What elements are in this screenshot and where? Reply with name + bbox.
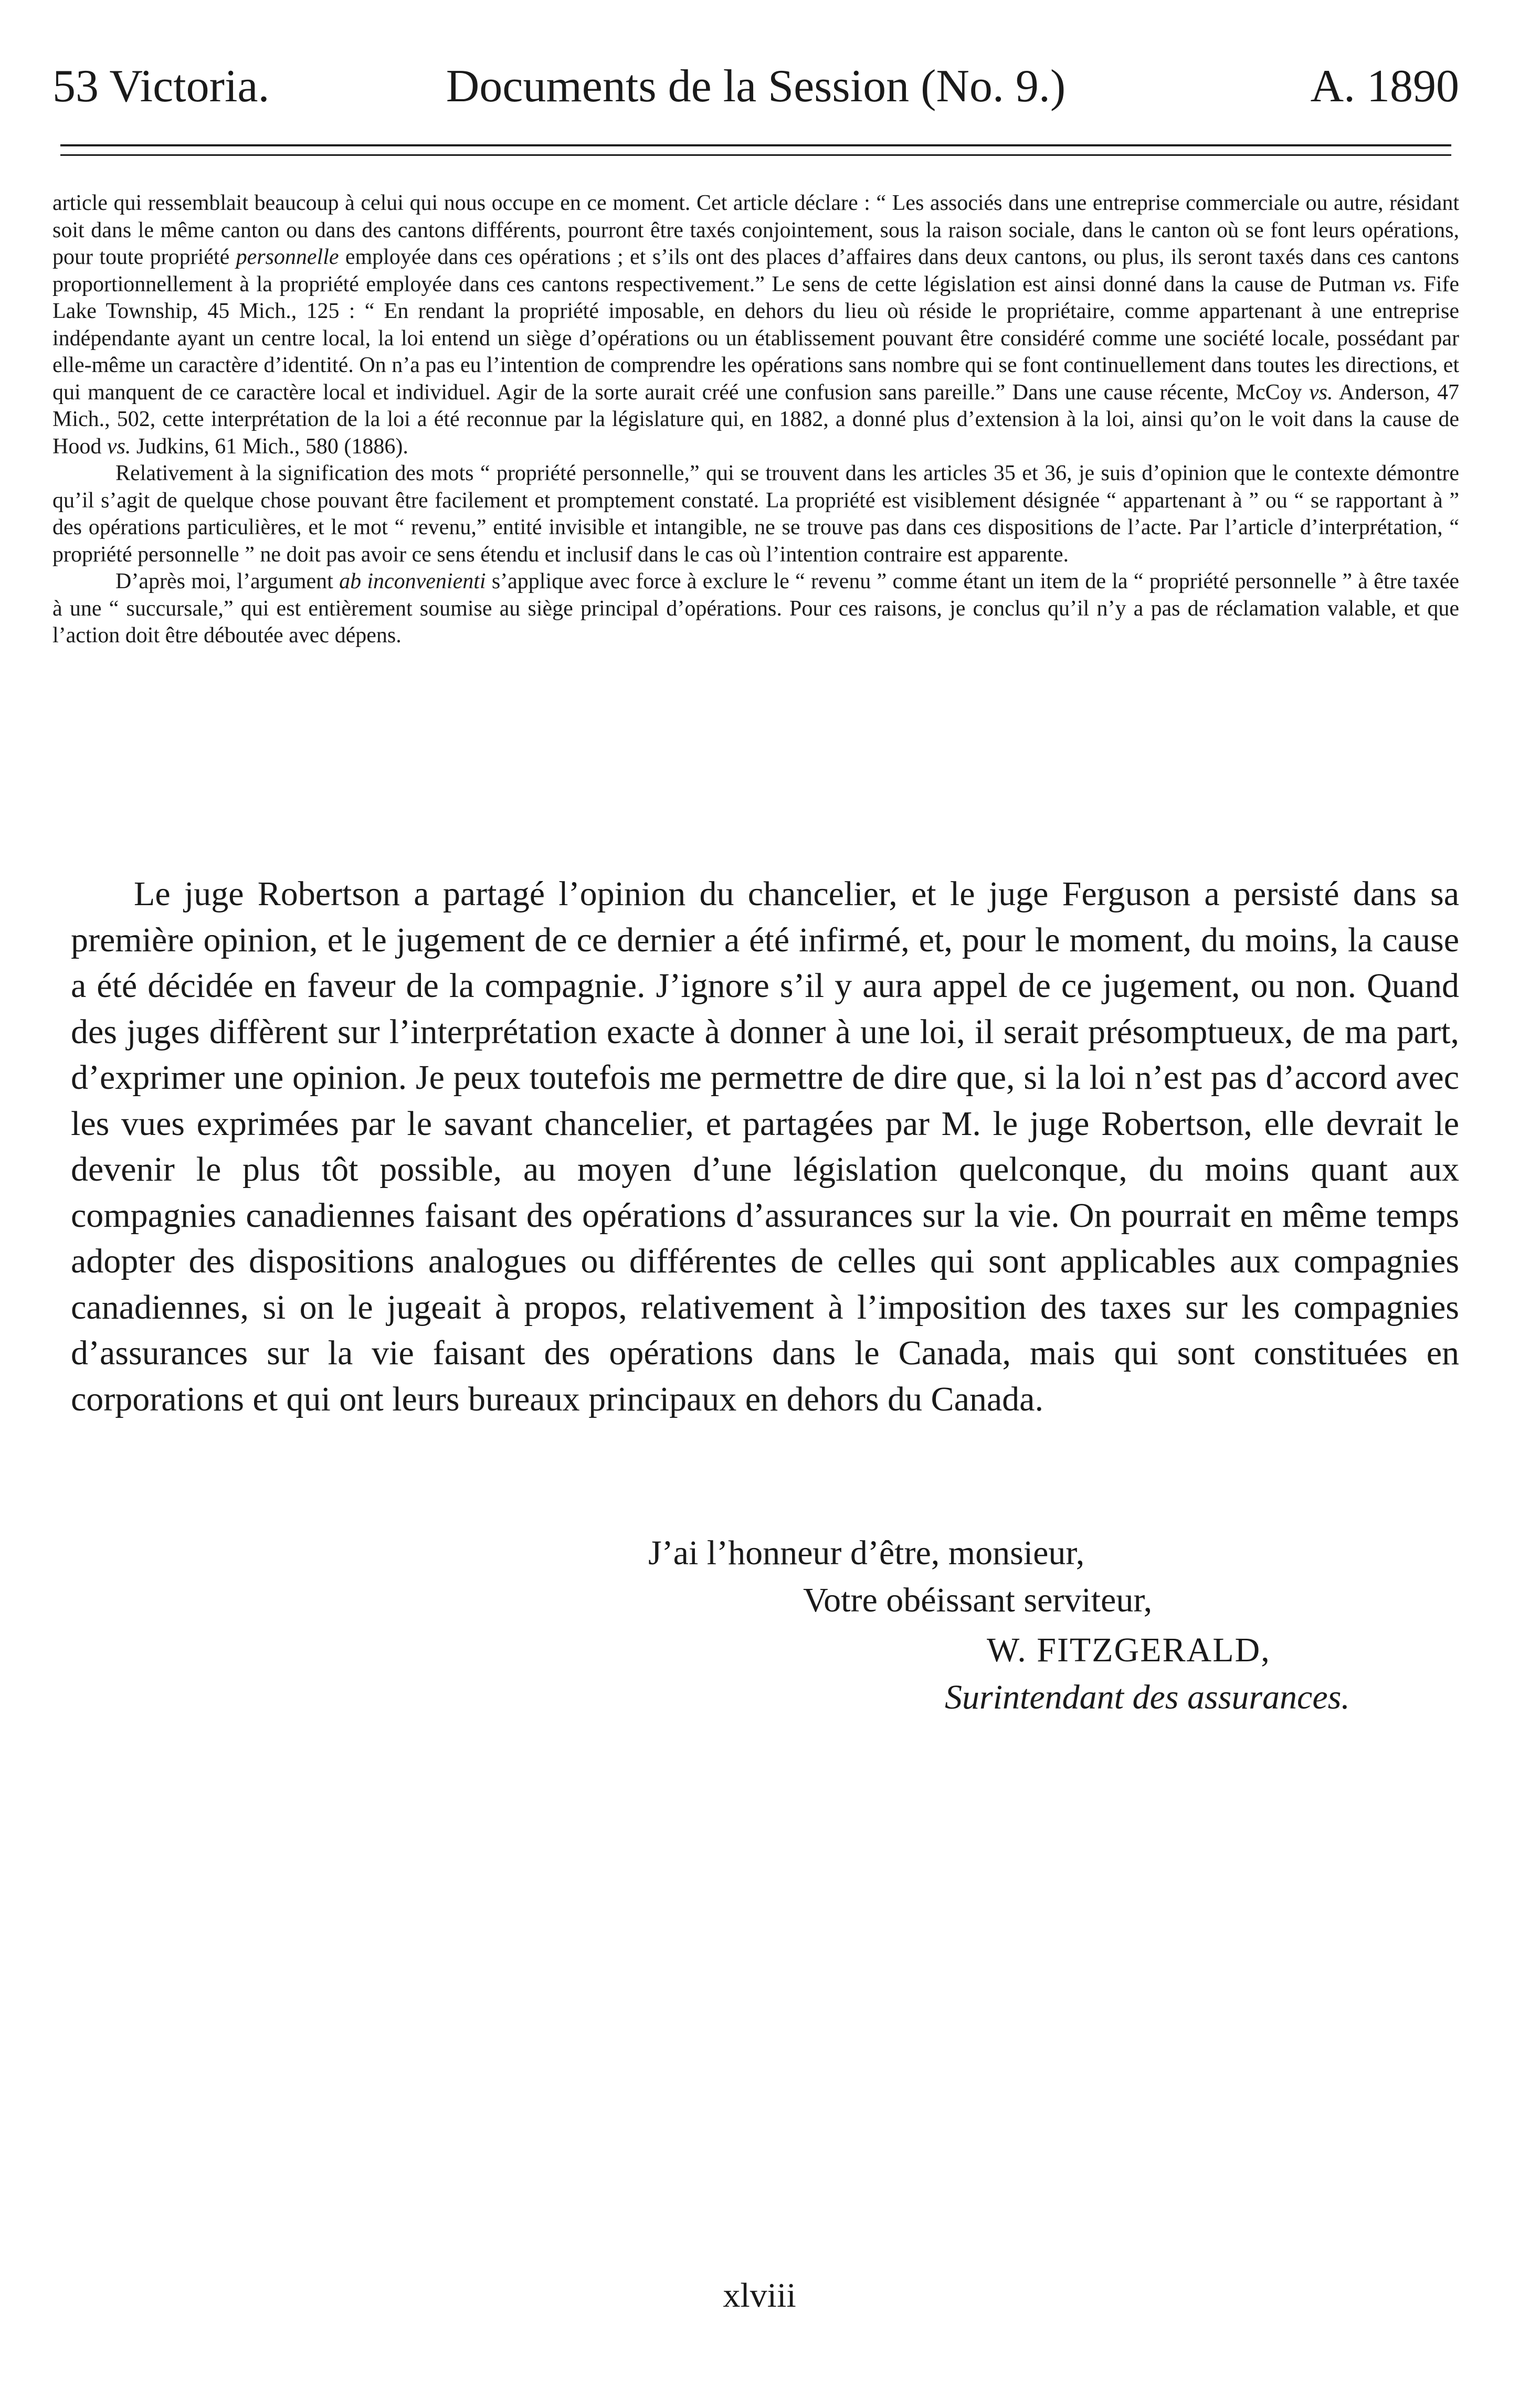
running-header <box>52 58 1459 115</box>
header-session-year: 53 Victoria. <box>52 61 270 112</box>
header-document-title: Documents de la Session (No. 9.) <box>446 61 1066 112</box>
main-body <box>71 871 1459 1422</box>
quote-paragraph-3: D’après moi, l’argument ab inconvenienti s’applique avec force à exclure le “ revenu ” comme étant un item de la “ propriété personnelle ” à être taxée à une “ succursale,” qui est entièrement soumise au siège principal d’opérations. Pour ces raisons, je conclus qu’il n’y a pas de réclamation valable, et que l’action doit être déboutée avec dépens. <box>52 569 1459 648</box>
closing-salutation: J’ai l’honneur d’être, monsieur, <box>648 1534 1085 1572</box>
header-rule-thin <box>60 154 1451 156</box>
body-paragraph: Le juge Robertson a partagé l’opinion du chancelier, et le juge Ferguson a persisté dans sa première opinion, et le jugement de ce dernier a été infirmé, et, pour le moment, du moins, la cause a été décidée en faveur de la compagnie. J’ignore s’il y aura appel de ce jugement, ou non. Quand des juges diffèrent sur l’interprétation exacte à donner à une loi, il serait présomptueux, de ma part, d’exprimer une opinion. Je peux toutefois me permettre de dire que, si la loi n’est pas d’accord avec les vues exprimées par le savant chancelier, et partagées par M. le juge Robertson, elle devrait le devenir le plus tôt possible, au moyen d’une législation quelconque, du moins quant aux compagnies canadiennes faisant des opérations d’assurances sur la vie. On pourrait en même temps adopter des dispositions analogues ou différentes de celles qui sont applicables aux compagnies canadiennes, si on le jugeait à propos, relativement à l’imposition des taxes sur les compagnies d’assurances sur la vie faisant des opérations dans le Canada, mais qui sont constituées en corporations et qui ont leurs bureaux principaux en dehors du Canada. <box>71 875 1459 1418</box>
page-number: xlviii <box>723 2276 796 2315</box>
signatory-name: W. FITZGERALD, <box>987 1631 1271 1669</box>
quote-paragraph-1: article qui ressemblait beaucoup à celui qui nous occupe en ce moment. Cet article déclare : “ Les associés dans une entreprise commerciale ou autre, résidant soit dans le même canton ou dans des cantons différents, pourront être taxés conjointement, sous la raison sociale, dans le canton où se font leurs opérations, pour toute propriété personnelle employée dans ces opérations ; et s’ils ont des places d’affaires dans deux cantons, ou plus, ils seront taxés dans ces cantons proportionnellement à la propriété employée dans ces cantons respectivement.” Le sens de cette législation est ainsi donné dans la cause de Putman vs. Fife Lake Township, 45 Mich., 125 : “ En rendant la propriété imposable, en dehors du lieu où réside le propriétaire, comme appartenant à une entreprise indépendante ayant un centre local, la loi entend un siège d’opérations ou un établissement pouvant être considéré comme une société locale, possédant par elle-même un caractère d’identité. On n’a pas eu l’intention de comprendre les opérations sans nombre qui se font continuellement dans toutes les directions, et qui manquent de ce caractère local et individuel. Agir de la sorte aurait créé une confusion sans pareille.” Dans une cause récente, McCoy vs. Anderson, 47 Mich., 502, cette interprétation de la loi a été reconnue par la législature qui, en 1882, a donné plus d’extension à la loi, ainsi qu’on le voit dans la cause de Hood vs. Judkins, 61 Mich., 580 (1886). <box>52 191 1460 459</box>
header-rule-thick <box>60 144 1451 146</box>
header-date: A. 1890 <box>1310 61 1459 112</box>
quoted-judgment <box>52 190 1459 650</box>
quote-paragraph-2: Relativement à la signification des mots “ propriété personnelle,” qui se trouvent dans les articles 35 et 36, je suis d’opinion que le contexte démontre qu’il s’agit de quelque chose pouvant être facilement et promptement constaté. La propriété est visiblement désignée “ appartenant à ” ou “ se rapportant à ” des opérations particulières, et le mot “ revenu,” entité invisible et intangible, ne se trouve pas dans ces dispositions de l’acte. Par l’article d’interprétation, “ propriété personnelle ” ne doit pas avoir ce sens étendu et inclusif dans le cas où l’intention contraire est apparente. <box>52 461 1459 567</box>
signatory-title: Surintendant des assurances. <box>945 1678 1350 1716</box>
closing-servant: Votre obéissant serviteur, <box>803 1581 1153 1619</box>
